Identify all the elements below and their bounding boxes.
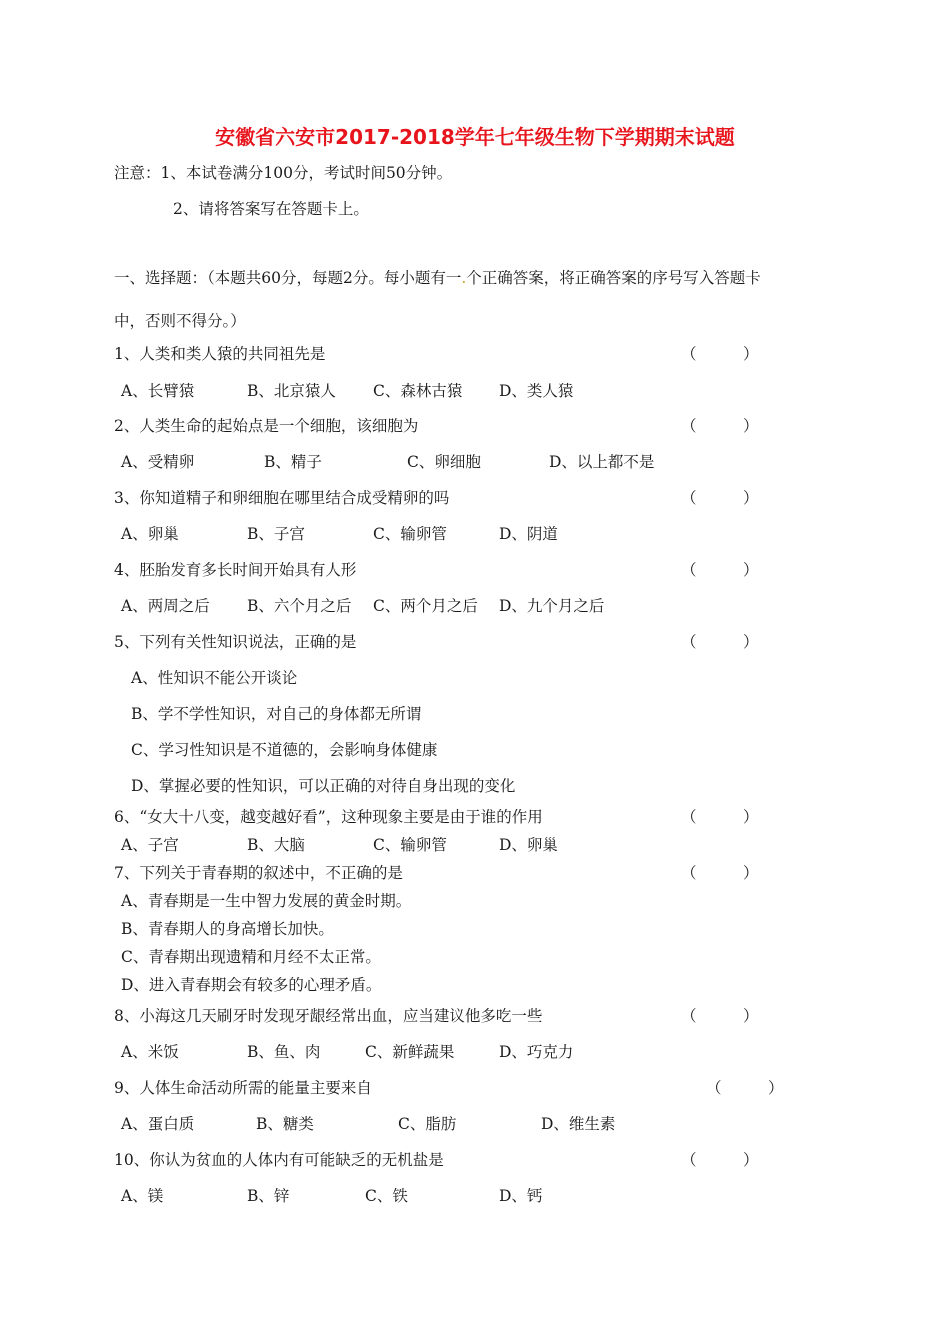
q3-option-b: B、子宫	[247, 525, 305, 543]
q4-option-a: A、两周之后	[121, 597, 210, 615]
q5-option-a: A、性知识不能公开谈论	[131, 669, 298, 687]
q5-option-d: D、掌握必要的性知识，可以正确的对待自身出现的变化	[131, 777, 516, 795]
section-instructions	[114, 268, 761, 288]
q5-option-b: B、学不学性知识，对自己的身体都无所谓	[131, 705, 422, 723]
q6-option-a: A、子宫	[121, 836, 179, 854]
q5-option-c: C、学习性知识是不道德的，会影响身体健康	[131, 741, 438, 759]
q3-option-a: A、卵巢	[121, 525, 179, 543]
q2-option-b: B、精子	[264, 453, 322, 471]
q9-option-c: C、脂肪	[398, 1115, 457, 1133]
q2-option-a: A、受精卵	[121, 453, 195, 471]
answer-blank-2: （ ）	[681, 417, 759, 435]
q6-option-c: C、输卵管	[373, 836, 447, 854]
q8-option-b: B、鱼、肉	[247, 1043, 321, 1061]
q1-option-b: B、北京猿人	[247, 382, 336, 400]
q8-option-a: A、米饭	[121, 1043, 179, 1061]
q4-option-c: C、两个月之后	[373, 597, 478, 615]
question-9: 9、人体生命活动所需的能量主要来自	[114, 1079, 372, 1097]
q3-option-c: C、输卵管	[373, 525, 447, 543]
answer-blank-9: （ ）	[706, 1079, 784, 1097]
section-instructions-cont: 中，否则不得分。）	[114, 312, 246, 330]
q1-option-a: A、长臂猿	[121, 382, 195, 400]
answer-blank-10: （ ）	[681, 1151, 759, 1169]
note-1: 注意：1、本试卷满分100分，考试时间50分钟。	[114, 164, 453, 182]
answer-blank-4: （ ）	[681, 561, 759, 579]
q2-option-d: D、以上都不是	[549, 453, 655, 471]
section-text-b: 个正确答案，将正确答案的序号写入答题卡	[466, 269, 761, 287]
question-5: 5、下列有关性知识说法，正确的是	[114, 633, 357, 651]
q7-option-a: A、青春期是一生中智力发展的黄金时期。	[121, 892, 412, 910]
note-2: 2、请将答案写在答题卡上。	[173, 200, 369, 218]
q7-option-d: D、进入青春期会有较多的心理矛盾。	[121, 976, 382, 994]
q4-option-d: D、九个月之后	[499, 597, 605, 615]
question-10: 10、你认为贫血的人体内有可能缺乏的无机盐是	[114, 1151, 444, 1169]
q9-option-d: D、维生素	[541, 1115, 616, 1133]
question-7: 7、下列关于青春期的叙述中，不正确的是	[114, 864, 403, 882]
q8-option-d: D、巧克力	[499, 1043, 574, 1061]
answer-blank-7: （ ）	[681, 864, 759, 882]
section-text-a: 一、选择题：（本题共60分，每题2分。每小题有一	[114, 269, 462, 287]
question-1: 1、人类和类人猿的共同祖先是	[114, 345, 326, 363]
answer-blank-3: （ ）	[681, 489, 759, 507]
answer-blank-6: （ ）	[681, 808, 759, 826]
q10-option-d: D、钙	[499, 1187, 543, 1205]
q7-option-c: C、青春期出现遗精和月经不太正常。	[121, 948, 381, 966]
question-8: 8、小海这几天刷牙时发现牙龈经常出血，应当建议他多吃一些	[114, 1007, 543, 1025]
stray-dot: .	[461, 269, 467, 287]
question-2: 2、人类生命的起始点是一个细胞，该细胞为	[114, 417, 419, 435]
answer-blank-8: （ ）	[681, 1007, 759, 1025]
q3-option-d: D、阴道	[499, 525, 558, 543]
q2-option-c: C、卵细胞	[407, 453, 481, 471]
q9-option-b: B、糖类	[256, 1115, 314, 1133]
q1-option-d: D、类人猿	[499, 382, 574, 400]
q7-option-b: B、青春期人的身高增长加快。	[121, 920, 334, 938]
q10-option-a: A、镁	[121, 1187, 164, 1205]
q1-option-c: C、森林古猿	[373, 382, 463, 400]
answer-blank-5: （ ）	[681, 633, 759, 651]
question-6: 6、“女大十八变，越变越好看”，这种现象主要是由于谁的作用	[114, 808, 543, 826]
q10-option-b: B、锌	[247, 1187, 290, 1205]
exam-title: 安徽省六安市2017-2018学年七年级生物下学期期末试题	[215, 125, 735, 149]
q6-option-d: D、卵巢	[499, 836, 558, 854]
question-4: 4、胚胎发育多长时间开始具有人形	[114, 561, 357, 579]
q9-option-a: A、蛋白质	[121, 1115, 195, 1133]
question-3: 3、你知道精子和卵细胞在哪里结合成受精卵的吗	[114, 489, 450, 507]
q10-option-c: C、铁	[365, 1187, 408, 1205]
q6-option-b: B、大脑	[247, 836, 305, 854]
q4-option-b: B、六个月之后	[247, 597, 352, 615]
answer-blank-1: （ ）	[681, 345, 759, 363]
q8-option-c: C、新鲜蔬果	[365, 1043, 455, 1061]
